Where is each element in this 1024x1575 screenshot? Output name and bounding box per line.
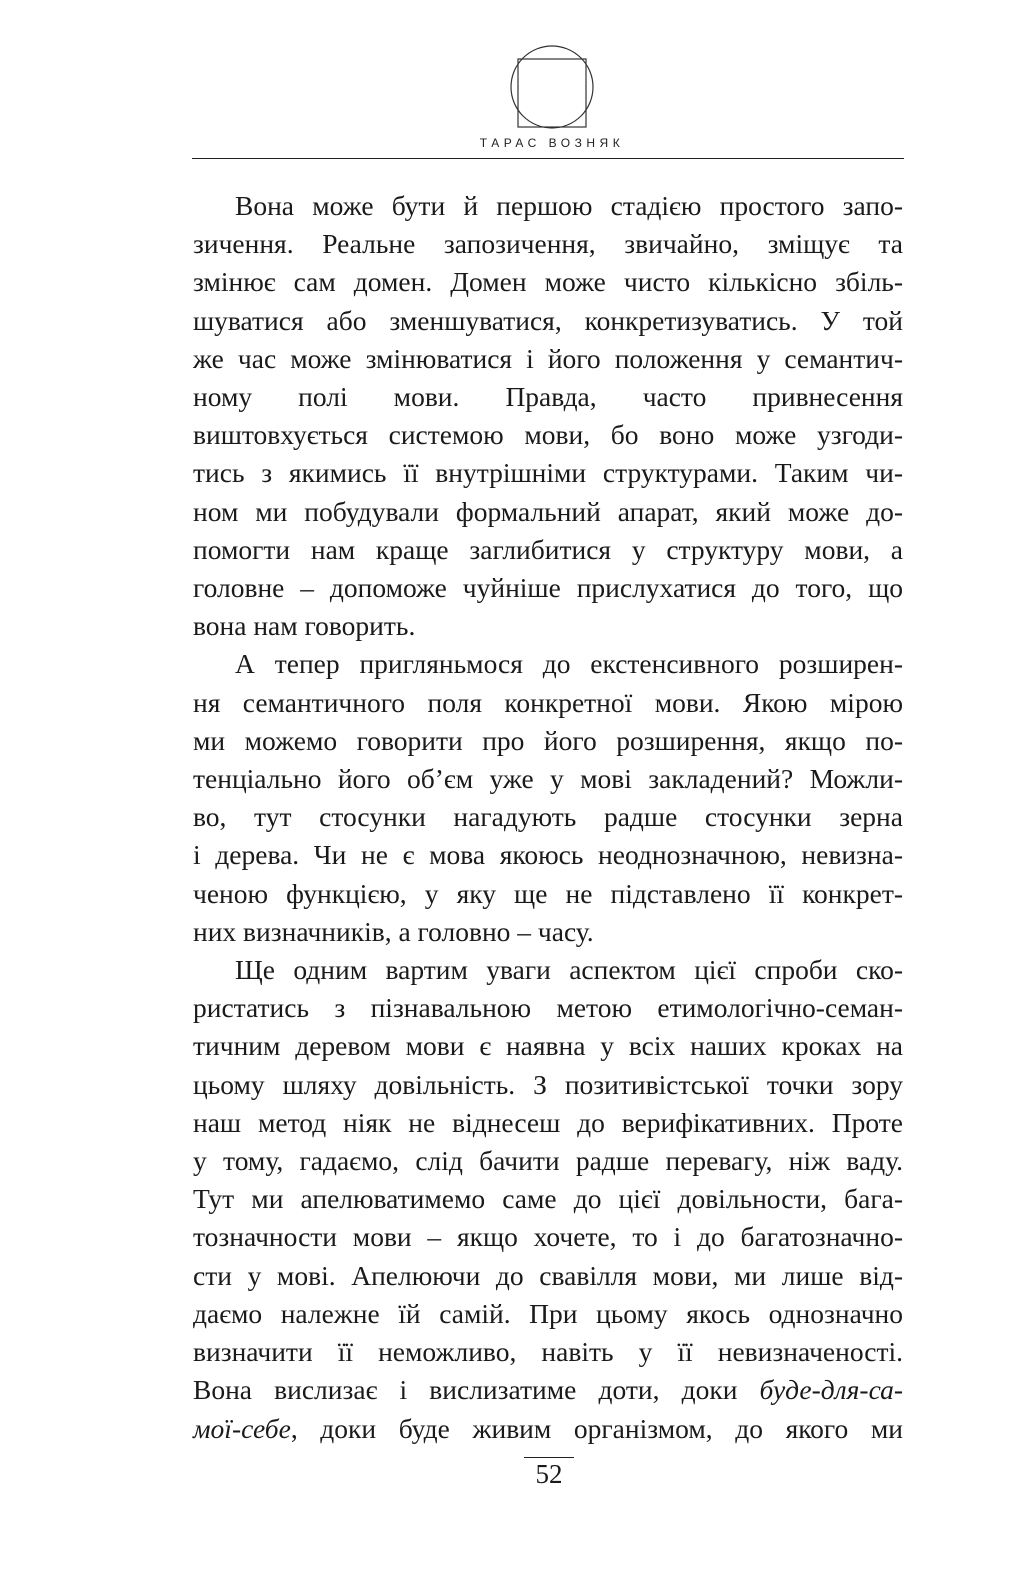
text-line: ченою функцією, у яку ще не підставлено її конкрет-	[193, 877, 903, 909]
text-line: сти у мові. Апелюючи до свавілля мови, ми лише від-	[193, 1259, 903, 1291]
text-line: тичним деревом мови є наявна у всіх наших кроках на	[193, 1030, 903, 1062]
italic-fragment: мої-себе	[193, 1412, 291, 1444]
text-line: даємо належне їй самій. При цьому якось однозначно	[193, 1297, 903, 1329]
text-line: змінює сам домен. Домен може чисто кількісно збіль-	[193, 266, 903, 298]
text-line: головне – допоможе чуйніше прислухатися до того, що	[193, 572, 903, 604]
text-fragment: Вона вислизає і вислизатиме доти, доки	[193, 1374, 760, 1406]
text-fragment: , доки буде живим організмом, до якого ми	[290, 1412, 903, 1444]
text-line: ному полі мови. Правда, часто привнесення	[193, 381, 903, 413]
italic-fragment: буде-для-са-	[759, 1374, 903, 1406]
paragraph-1	[193, 187, 903, 645]
paragraph-3	[193, 951, 903, 1448]
text-line: у тому, гадаємо, слід бачити радше перевагу, ніж ваду.	[193, 1145, 903, 1177]
circle-square-emblem-icon	[509, 44, 595, 130]
text-line: зичення. Реальне запозичення, звичайно, зміщує та	[193, 228, 903, 260]
body-text	[193, 187, 903, 1448]
page-number: 52	[535, 1459, 563, 1489]
text-line: тозначности мови – якщо хочете, то і до багатозначно-	[193, 1221, 903, 1253]
paragraph-2	[193, 645, 903, 951]
text-line: вона нам говорить.	[193, 610, 416, 642]
text-line: ня семантичного поля конкретної мови. Якою мірою	[193, 686, 903, 718]
text-line: А тепер пригляньмося до екстенсивного розширен-	[235, 648, 903, 680]
text-line: визначити її неможливо, навіть у її невизначеності.	[193, 1336, 903, 1368]
text-line: виштовхується системою мови, бо воно може узгоди-	[193, 419, 903, 451]
text-line: Тут ми апелюватимемо саме до цієї довільности, бага-	[193, 1183, 903, 1215]
text-line	[193, 1410, 903, 1448]
text-line: Ще одним вартим уваги аспектом цієї спроби ско-	[235, 954, 903, 986]
text-line: же час може змінюватися і його положення у семантич-	[193, 342, 903, 374]
text-line: і дерева. Чи не є мова якоюсь неоднозначною, невизна-	[193, 839, 903, 871]
text-line: наш метод ніяк не віднесеш до верифікативних. Проте	[193, 1106, 903, 1138]
folio-rule	[524, 1457, 574, 1458]
text-line	[193, 1371, 903, 1409]
text-line: ми можемо говорити про його розширення, якщо по-	[193, 724, 903, 756]
text-line: во, тут стосунки нагадують радше стосунки зерна	[193, 801, 903, 833]
text-line: Вона може бути й першою стадією простого запо-	[235, 190, 903, 221]
text-line: тись з якимись її внутрішніми структурами. Таким чи-	[193, 457, 903, 489]
text-line: них визначників, а головно – часу.	[193, 915, 594, 947]
text-line: помогти нам краще заглибитися у структуру мови, а	[193, 533, 903, 565]
text-line: тенціально його об’єм уже у мові закладений? Можли-	[193, 763, 903, 795]
text-line: цьому шляху довільність. З позитивістської точки зору	[193, 1068, 903, 1100]
text-line: шуватися або зменшуватися, конкретизуватись. У той	[193, 304, 903, 336]
running-head-author: ТАРАС ВОЗНЯК	[479, 136, 625, 150]
header-rule	[192, 158, 904, 159]
text-line: ристатись з пізнавальною метою етимологічно-семан-	[193, 992, 903, 1024]
text-line: ном ми побудували формальний апарат, який може до-	[193, 495, 903, 527]
